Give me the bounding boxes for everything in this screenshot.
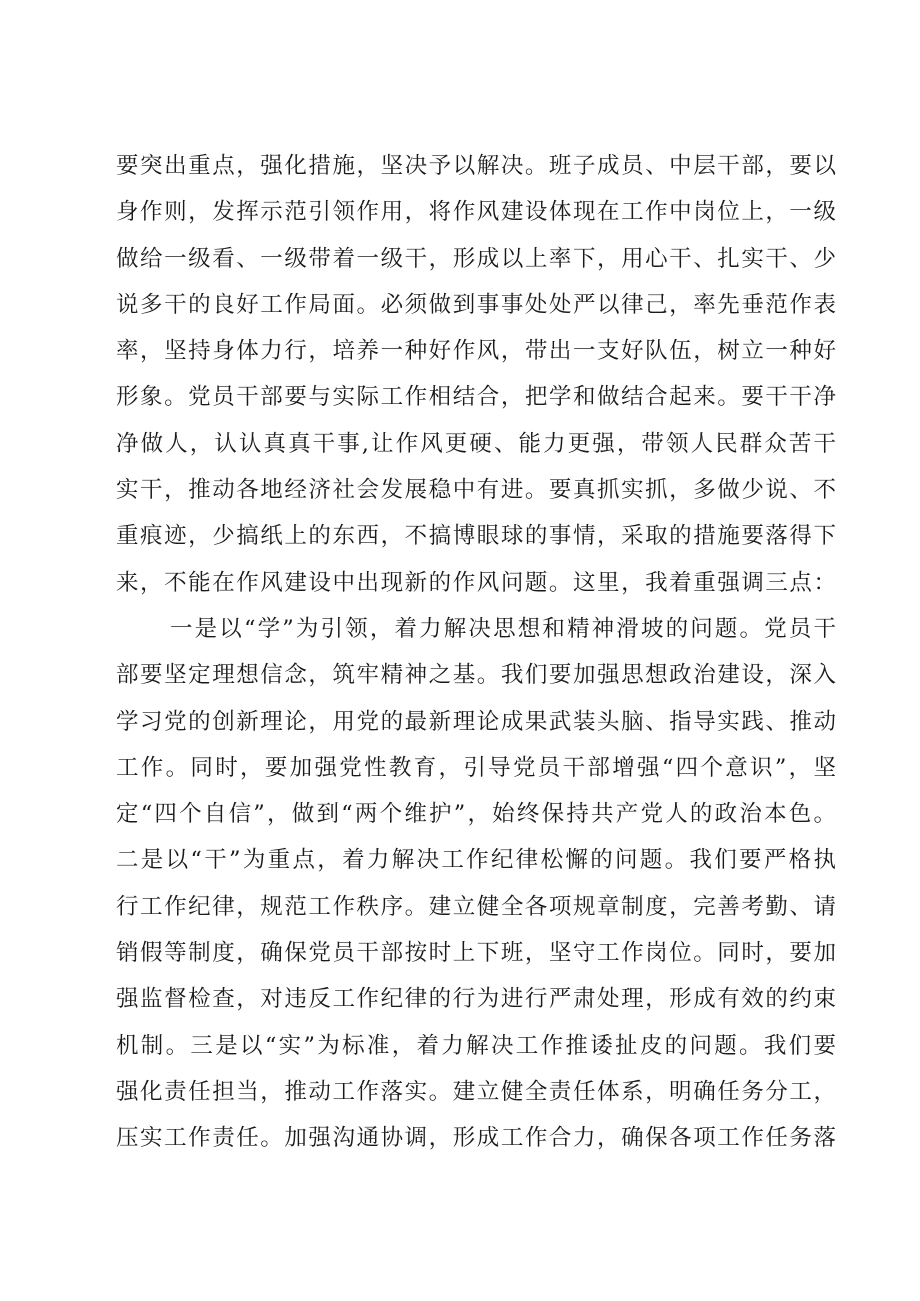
text-line: 部要坚定理想信念，筑牢精神之基。我们要加强思想政治建设，深入: [116, 662, 836, 689]
text-line: 工作。同时，要加强党性教育，引导党员干部增强“四个意识”，坚: [116, 754, 836, 781]
text-line: 压实工作责任。加强沟通协调，形成工作合力，确保各项工作任务落: [116, 1125, 836, 1152]
text-line: 率，坚持身体力行，培养一种好作风，带出一支好队伍，树立一种好: [116, 338, 836, 365]
text-line: 强化责任担当，推动工作落实。建立健全责任体系，明确任务分工，: [116, 1078, 836, 1105]
text-line: 净做人，认认真真干事,让作风更硬、能力更强，带领人民群众苦干: [116, 430, 836, 457]
text-line: 学习党的创新理论，用党的最新理论成果武装头脑、指导实践、推动: [116, 708, 836, 735]
text-line: 定“四个自信”，做到“两个维护”，始终保持共产党人的政治本色。: [116, 801, 836, 828]
text-line: 行工作纪律，规范工作秩序。建立健全各项规章制度，完善考勤、请: [116, 893, 836, 920]
text-line: 做给一级看、一级带着一级干，形成以上率下，用心干、扎实干、少: [116, 245, 836, 272]
text-line: 实干，推动各地经济社会发展稳中有进。要真抓实抓，多做少说、不: [116, 477, 836, 504]
text-line: 强监督检查，对违反工作纪律的行为进行严肃处理，形成有效的约束: [116, 986, 836, 1013]
text-line: 要突出重点，强化措施，坚决予以解决。班子成员、中层干部，要以: [116, 153, 836, 179]
text-line: 机制。三是以“实”为标准，着力解决工作推诿扯皮的问题。我们要: [116, 1032, 836, 1059]
text-line: 二是以“干”为重点，着力解决工作纪律松懈的问题。我们要严格执: [116, 847, 836, 874]
text-line: 销假等制度，确保党员干部按时上下班，坚守工作岗位。同时，要加: [116, 940, 836, 967]
body-text: [116, 143, 836, 1162]
text-line: 身作则，发挥示范引领作用，将作风建设体现在工作中岗位上，一级: [116, 199, 836, 226]
text-line: 重痕迹，少搞纸上的东西，不搞博眼球的事情，采取的措施要落得下: [116, 523, 836, 550]
text-line: 形象。党员干部要与实际工作相结合，把学和做结合起来。要干干净: [116, 384, 836, 411]
text-line: 一是以“学”为引领，着力解决思想和精神滑坡的问题。党员干: [170, 615, 836, 642]
text-line: 说多干的良好工作局面。必须做到事事处处严以律己，率先垂范作表: [116, 291, 836, 318]
text-line: 来，不能在作风建设中出现新的作风问题。这里，我着重强调三点：: [116, 569, 836, 596]
